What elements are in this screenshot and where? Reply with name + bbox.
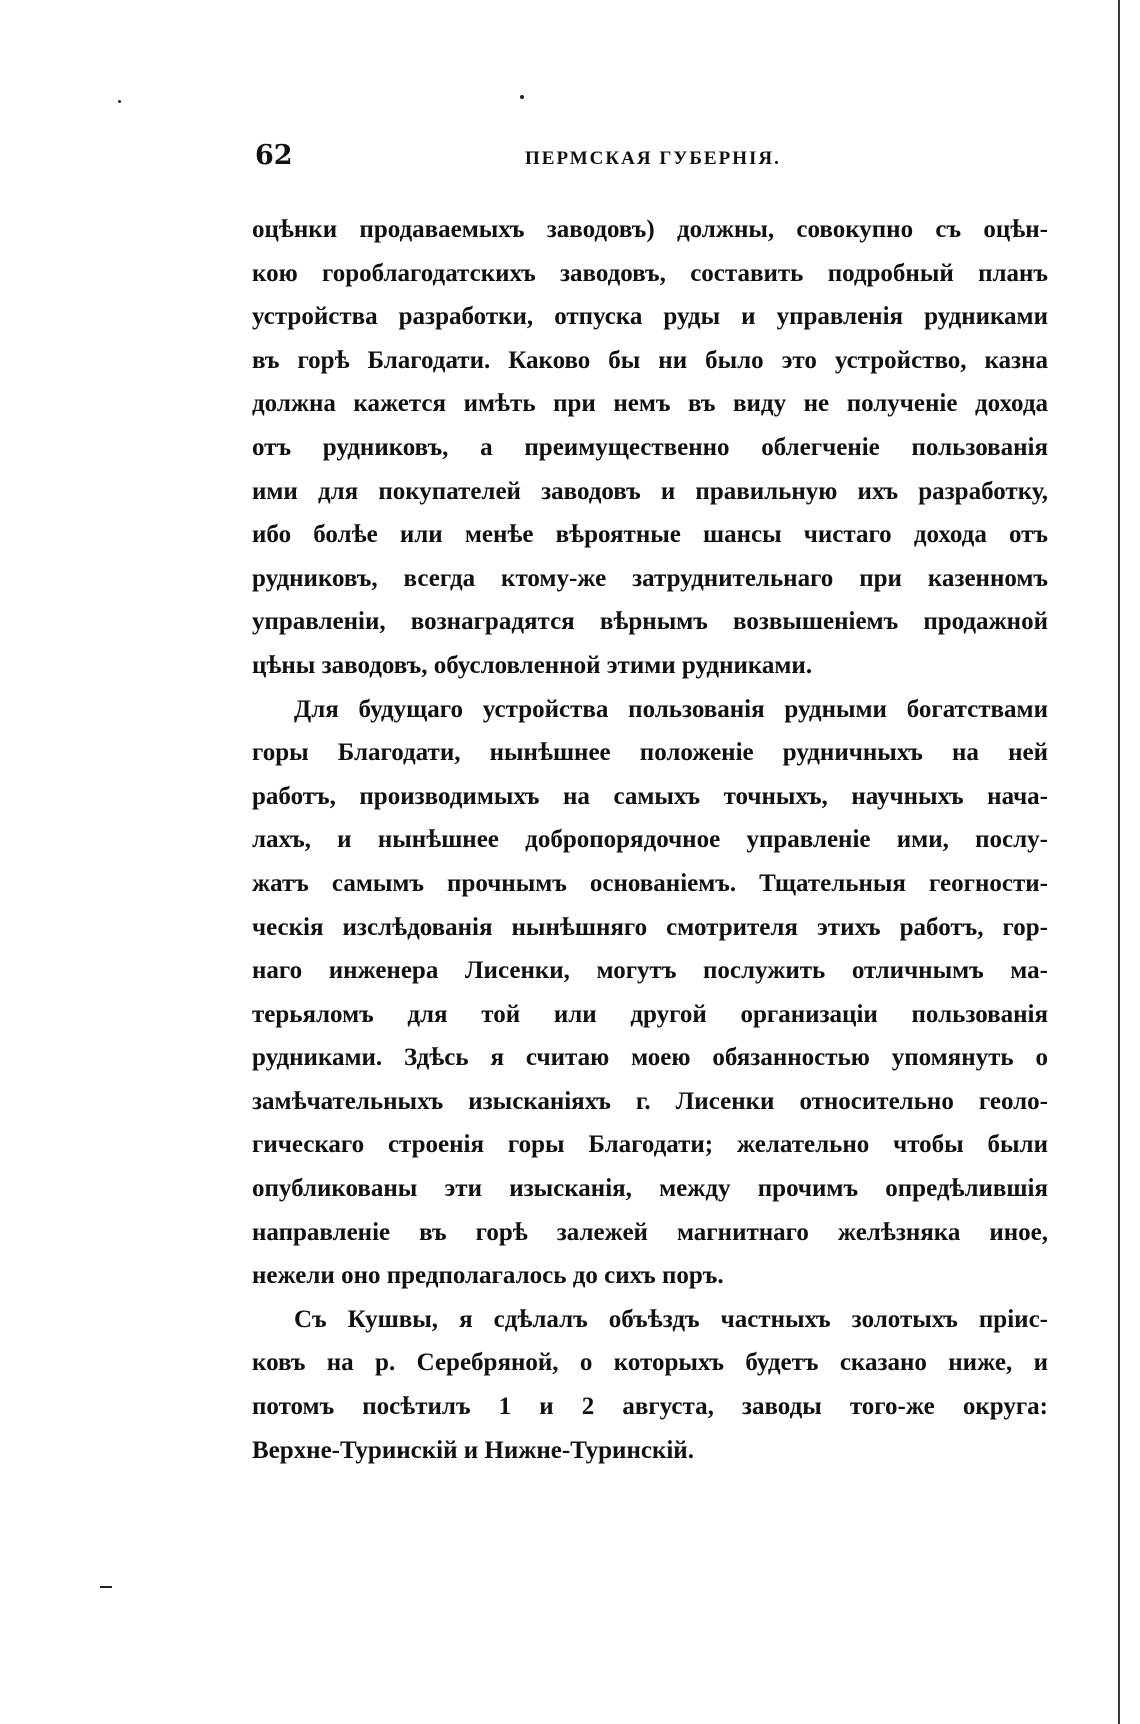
text-line: оцѣнки продаваемыхъ заводовъ) должны, совокупно съ оцѣн- (252, 216, 1048, 243)
text-line: кою гороблагодатскихъ заводовъ, составить подробный планъ (252, 259, 1048, 287)
text-line: терьяломъ для той или другой организаціи пользованія (252, 1000, 1048, 1028)
text-line: ковъ на р. Серебряной, о которыхъ будетъ сказано ниже, и (252, 1349, 1048, 1377)
text-line: горы Благодати, нынѣшнее положеніе рудничныхъ на ней (252, 739, 1048, 767)
print-speck (100, 1586, 112, 1588)
text-line: ими для покупателей заводовъ и правильную ихъ разработку, (252, 477, 1048, 505)
page-number: 62 (255, 140, 293, 171)
print-speck (118, 100, 121, 103)
text-line: въ горѣ Благодати. Каково бы ни было это устройство, казна (252, 346, 1048, 374)
text-line: нежели оно предполагалось до сихъ поръ. (252, 1262, 724, 1290)
text-line: опубликованы эти изысканія, между прочимъ опредѣлившія (252, 1175, 1048, 1203)
page-edge (1118, 0, 1120, 1724)
text-line: потомъ посѣтилъ 1 и 2 августа, заводы того-же округа: (252, 1393, 1048, 1421)
text-line: рудниками. Здѣсь я считаю моею обязанностью упомянуть о (252, 1044, 1048, 1072)
text-line: направленіе въ горѣ залежей магнитнаго желѣзняка иное, (252, 1218, 1048, 1246)
text-line: ческія изслѣдованія нынѣшняго смотрителя этихъ работъ, гор- (252, 913, 1048, 941)
text-line: устройства разработки, отпуска руды и управленія рудниками (252, 303, 1048, 331)
text-line: лахъ, и нынѣшнее добропорядочное управленіе ими, послу- (252, 826, 1048, 854)
body-text (252, 208, 1048, 1472)
text-line: Верхне-Туринскій и Нижне-Туринскій. (252, 1436, 694, 1464)
text-line: жатъ самымъ прочнымъ основаніемъ. Тщательныя геогности- (252, 869, 1048, 897)
text-line: наго инженера Лисенки, могутъ послужить отличнымъ ма- (252, 957, 1048, 985)
text-line: рудниковъ, всегда ктому-же затруднительнаго при казенномъ (252, 564, 1048, 592)
text-line: Съ Кушвы, я сдѣлалъ объѣздъ частныхъ золотыхъ пріис- (294, 1305, 1048, 1333)
text-line: ибо болѣе или менѣе вѣроятные шансы чистаго дохода отъ (252, 521, 1048, 549)
text-line: должна кажется имѣть при немъ въ виду не полученіе дохода (252, 390, 1048, 418)
text-line: Для будущаго устройства пользованія рудными богатствами (294, 695, 1048, 723)
text-line: работъ, производимыхъ на самыхъ точныхъ, научныхъ нача- (252, 782, 1048, 810)
text-line: гическаго строенія горы Благодати; желательно чтобы были (252, 1131, 1048, 1159)
text-line: отъ рудниковъ, а преимущественно облегченіе пользованія (252, 433, 1048, 461)
text-line: управленіи, вознаградятся вѣрнымъ возвышеніемъ продажной (252, 608, 1048, 636)
running-header (255, 140, 1045, 180)
text-line: цѣны заводовъ, обусловленной этими рудниками. (252, 651, 813, 679)
running-title: ПЕРМСКАЯ ГУБЕРНІЯ. (525, 148, 781, 169)
print-speck (520, 95, 524, 99)
text-line: замѣчательныхъ изысканіяхъ г. Лисенки относительно геоло- (252, 1087, 1048, 1115)
